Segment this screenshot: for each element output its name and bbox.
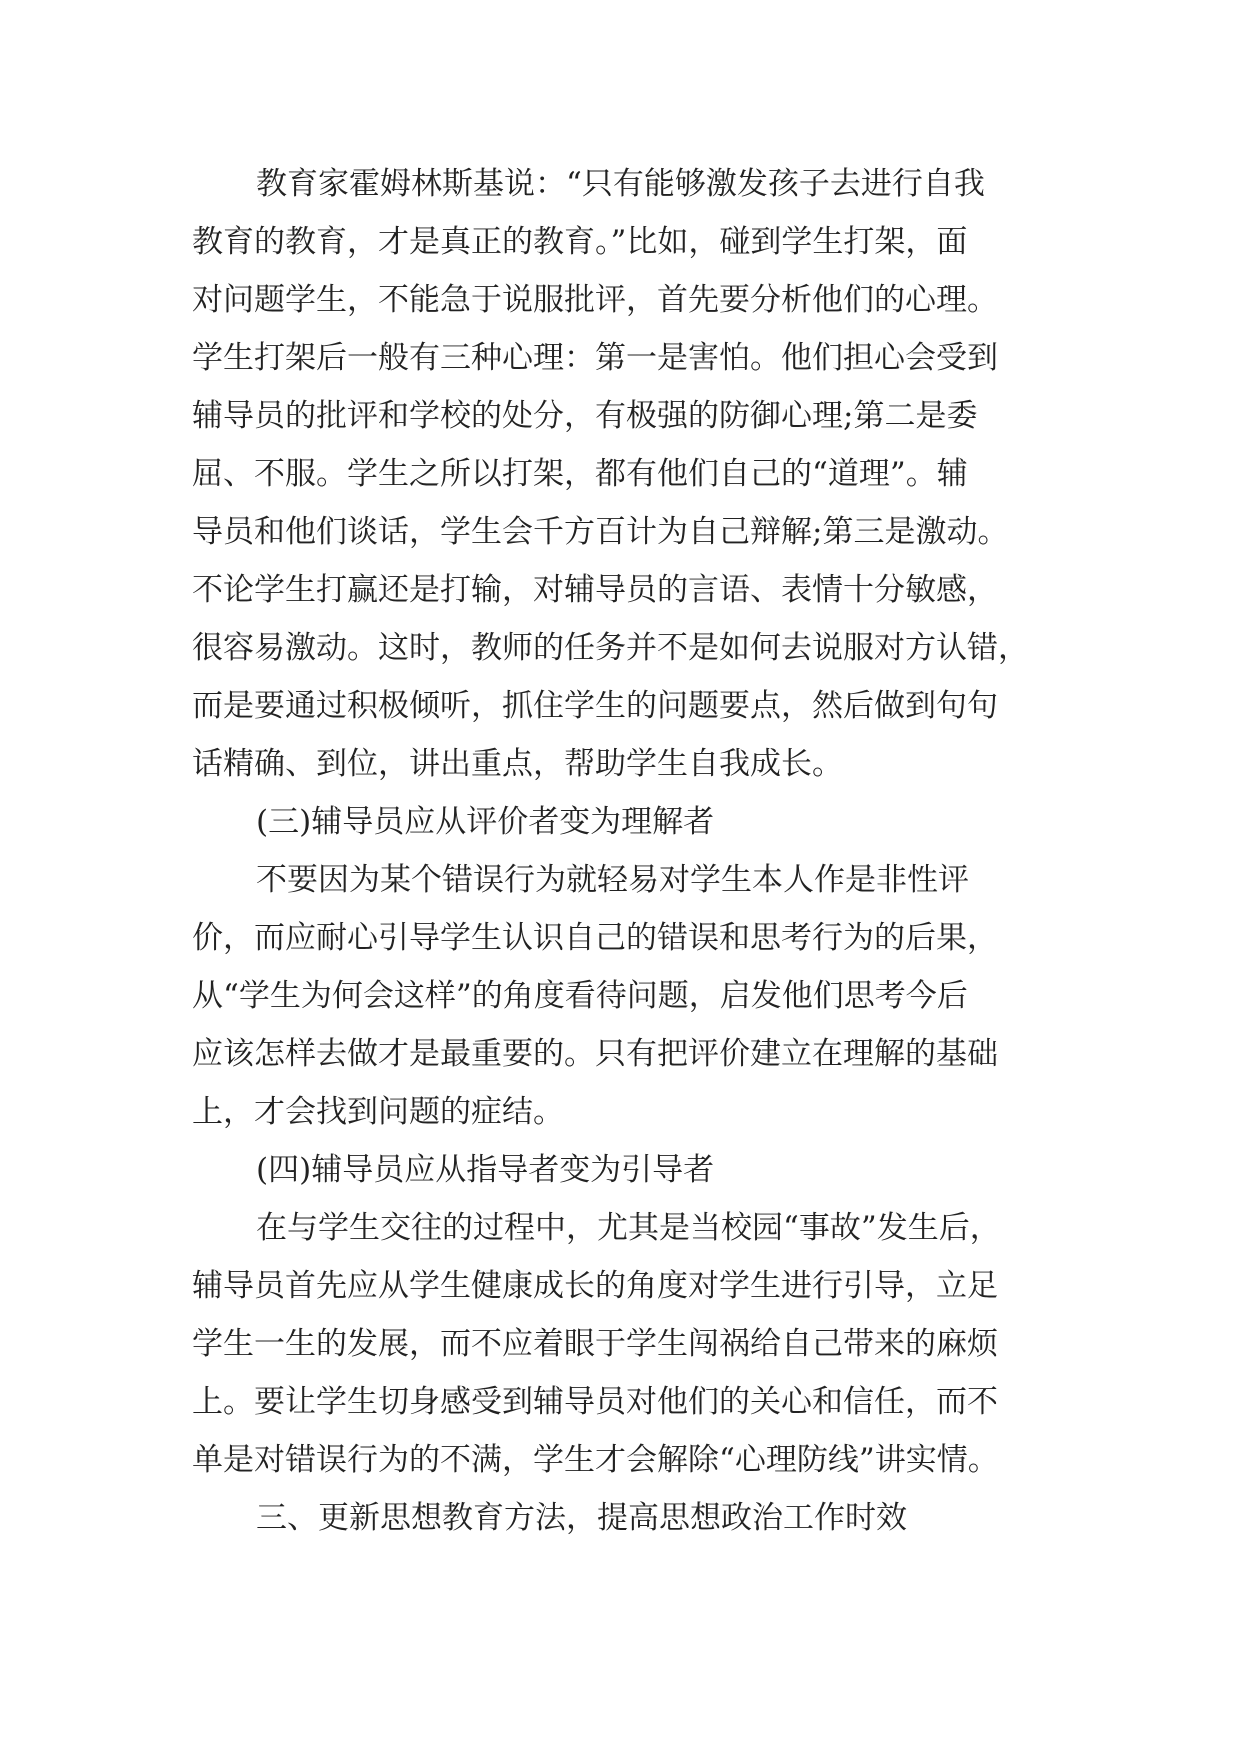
- paragraph-line: 教育的教育，才是真正的教育。”比如，碰到学生打架，面: [192, 224, 968, 260]
- paragraph-line: 应该怎样去做才是最重要的。只有把评价建立在理解的基础: [192, 1036, 998, 1072]
- paragraph-line: 话精确、到位，讲出重点，帮助学生自我成长。: [192, 746, 843, 782]
- paragraph-line: 单是对错误行为的不满，学生才会解除“心理防线”讲实情。: [192, 1442, 999, 1478]
- paragraph-line: 不论学生打赢还是打输，对辅导员的言语、表情十分敏感，: [192, 572, 998, 608]
- section-heading: (三)辅导员应从评价者变为理解者: [256, 804, 715, 840]
- paragraph-line: 上。要让学生切身感受到辅导员对他们的关心和信任，而不: [192, 1384, 998, 1420]
- paragraph-line: 对问题学生，不能急于说服批评，首先要分析他们的心理。: [192, 282, 998, 318]
- paragraph-line: 不要因为某个错误行为就轻易对学生本人作是非性评: [256, 862, 969, 898]
- paragraph-line: 而是要通过积极倾听，抓住学生的问题要点，然后做到句句: [192, 688, 998, 724]
- paragraph-line: 教育家霍姆林斯基说：“只有能够激发孩子去进行自我: [256, 166, 985, 202]
- paragraph-line: 上，才会找到问题的症结。: [192, 1094, 564, 1130]
- paragraph-line: 屈、不服。学生之所以打架，都有他们自己的“道理”。辅: [192, 456, 968, 492]
- paragraph-line: 学生打架后一般有三种心理：第一是害怕。他们担心会受到: [192, 340, 998, 376]
- paragraph-line: 辅导员的批评和学校的处分，有极强的防御心理;第二是委: [192, 398, 978, 434]
- paragraph-line: 辅导员首先应从学生健康成长的角度对学生进行引导，立足: [192, 1268, 998, 1304]
- section-heading: (四)辅导员应从指导者变为引导者: [256, 1152, 715, 1188]
- paragraph-line: 导员和他们谈话，学生会千方百计为自己辩解;第三是激动。: [192, 514, 1009, 550]
- paragraph-line: 在与学生交往的过程中，尤其是当校园“事故”发生后，: [256, 1210, 1001, 1246]
- paragraph-line: 价，而应耐心引导学生认识自己的错误和思考行为的后果，: [192, 920, 998, 956]
- paragraph-line: 很容易激动。这时，教师的任务并不是如何去说服对方认错，: [192, 630, 1029, 666]
- paragraph-line: 从“学生为何会这样”的角度看待问题，启发他们思考今后: [192, 978, 968, 1014]
- paragraph-line: 学生一生的发展，而不应着眼于学生闯祸给自己带来的麻烦: [192, 1326, 998, 1362]
- section-heading: 三、更新思想教育方法，提高思想政治工作时效: [256, 1500, 907, 1536]
- document-body: [192, 155, 1052, 1547]
